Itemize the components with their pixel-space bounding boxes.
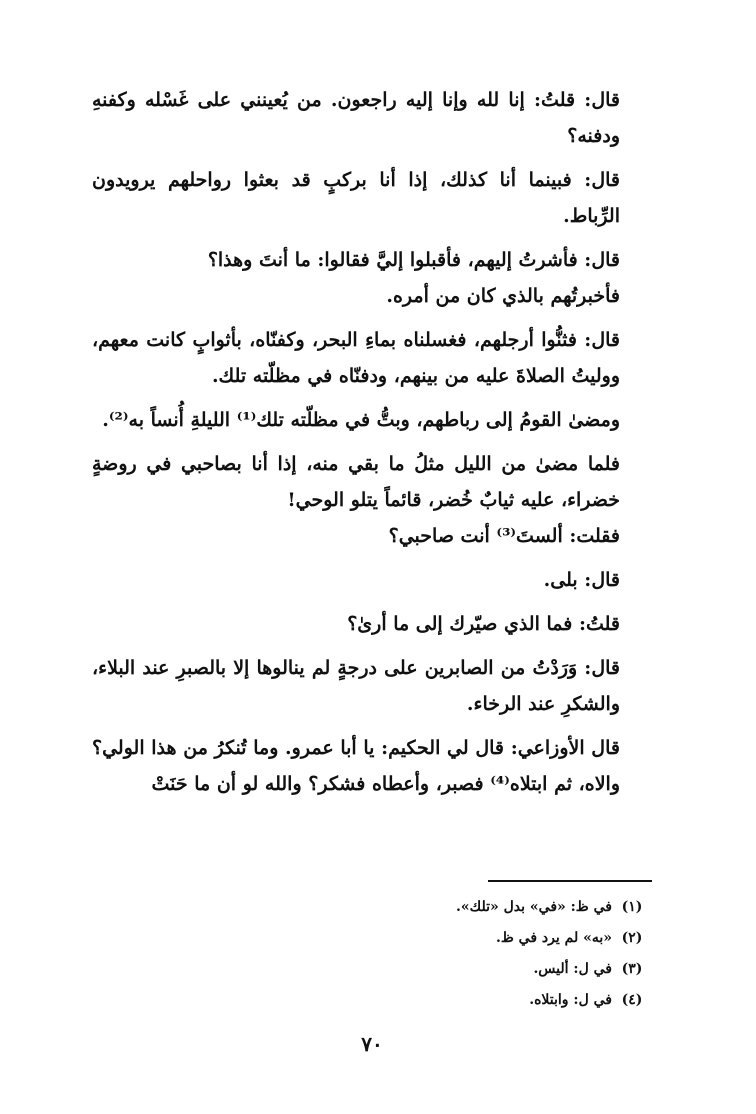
footnote-text: في ل: وابتلاه. bbox=[529, 992, 612, 1008]
paragraph-2: قال: فبينما أنا كذلك، إذا أنا بركبٍ قد بعثوا رواحلهم يرويدون الرِّباط. bbox=[92, 169, 620, 227]
footnote-text: «به» لم يرد في ظ. bbox=[495, 930, 612, 946]
footnote-text: في ل: أليس. bbox=[533, 961, 612, 977]
paragraph-5: قال: فثنُّوا أرجلهم، فغسلناه بماءِ البحر، وكفنّاه، بأثوابٍ كانت معهم، ووليتُ الصلاةَ عليه من بينهم، ودفنّاه في مظلّته تلك. bbox=[92, 329, 620, 387]
footnote-number: (٢) bbox=[621, 930, 643, 946]
footnotes bbox=[92, 892, 652, 1016]
paragraph-3: قال: فأشرتُ إليهم، فأقبلوا إليَّ فقالوا: ما أنتَ وهذا؟ bbox=[207, 249, 620, 271]
footnote-number: (٤) bbox=[621, 992, 643, 1008]
paragraph-8: فقلت: ألستَ⁽³⁾ أنت صاحبي؟ bbox=[388, 525, 620, 547]
footnote-text: في ظ: «في» بدل «تلك». bbox=[456, 899, 612, 915]
footnote-item bbox=[92, 892, 652, 923]
footnote-item bbox=[92, 923, 652, 954]
paragraph-6: ومضىٰ القومُ إلى رباطهم، وبتُّ في مظلّته تلك⁽¹⁾ الليلةِ أُنساً به⁽²⁾. bbox=[102, 409, 620, 431]
paragraph-11: قال: وَرَدْتُ من الصابرين على درجةٍ لم ينالوها إلا بالصبرِ عند البلاء، والشكرِ عند الرخاء. bbox=[92, 657, 620, 715]
paragraph-4: فأخبرتُهم بالذي كان من أمره. bbox=[386, 285, 620, 307]
paragraph-1: قال: قلتُ: إنا لله وإنا إليه راجعون. من يُعينني على غَسْله وكفنهِ ودفنه؟ bbox=[92, 89, 620, 147]
paragraph-10: قلتُ: فما الذي صيّرك إلى ما أرىٰ؟ bbox=[347, 613, 620, 635]
footnote-divider bbox=[488, 880, 652, 882]
book-page bbox=[92, 82, 652, 1082]
paragraph-9: قال: بلى. bbox=[543, 569, 620, 591]
footnote-item bbox=[92, 985, 652, 1016]
footnote-number: (٣) bbox=[621, 961, 643, 977]
paragraph-12: قال الأوزاعي: قال لي الحكيم: يا أبا عمرو. وما تُنكرُ من هذا الولي؟ والاه، ثم ابتلاه⁽⁴⁾ فصبر، وأعطاه فشكر؟ والله لو أن ما حَنَتْ bbox=[92, 737, 620, 795]
page-number: ٧٠ bbox=[361, 1032, 383, 1056]
footnote-item bbox=[92, 954, 652, 985]
footnote-number: (١) bbox=[621, 899, 643, 915]
paragraph-7: فلما مضىٰ من الليل مثلُ ما بقي منه، إذا أنا بصاحبي في روضةٍ خضراء، عليه ثيابٌ خُضر، قائماً يتلو الوحي! bbox=[92, 453, 620, 511]
